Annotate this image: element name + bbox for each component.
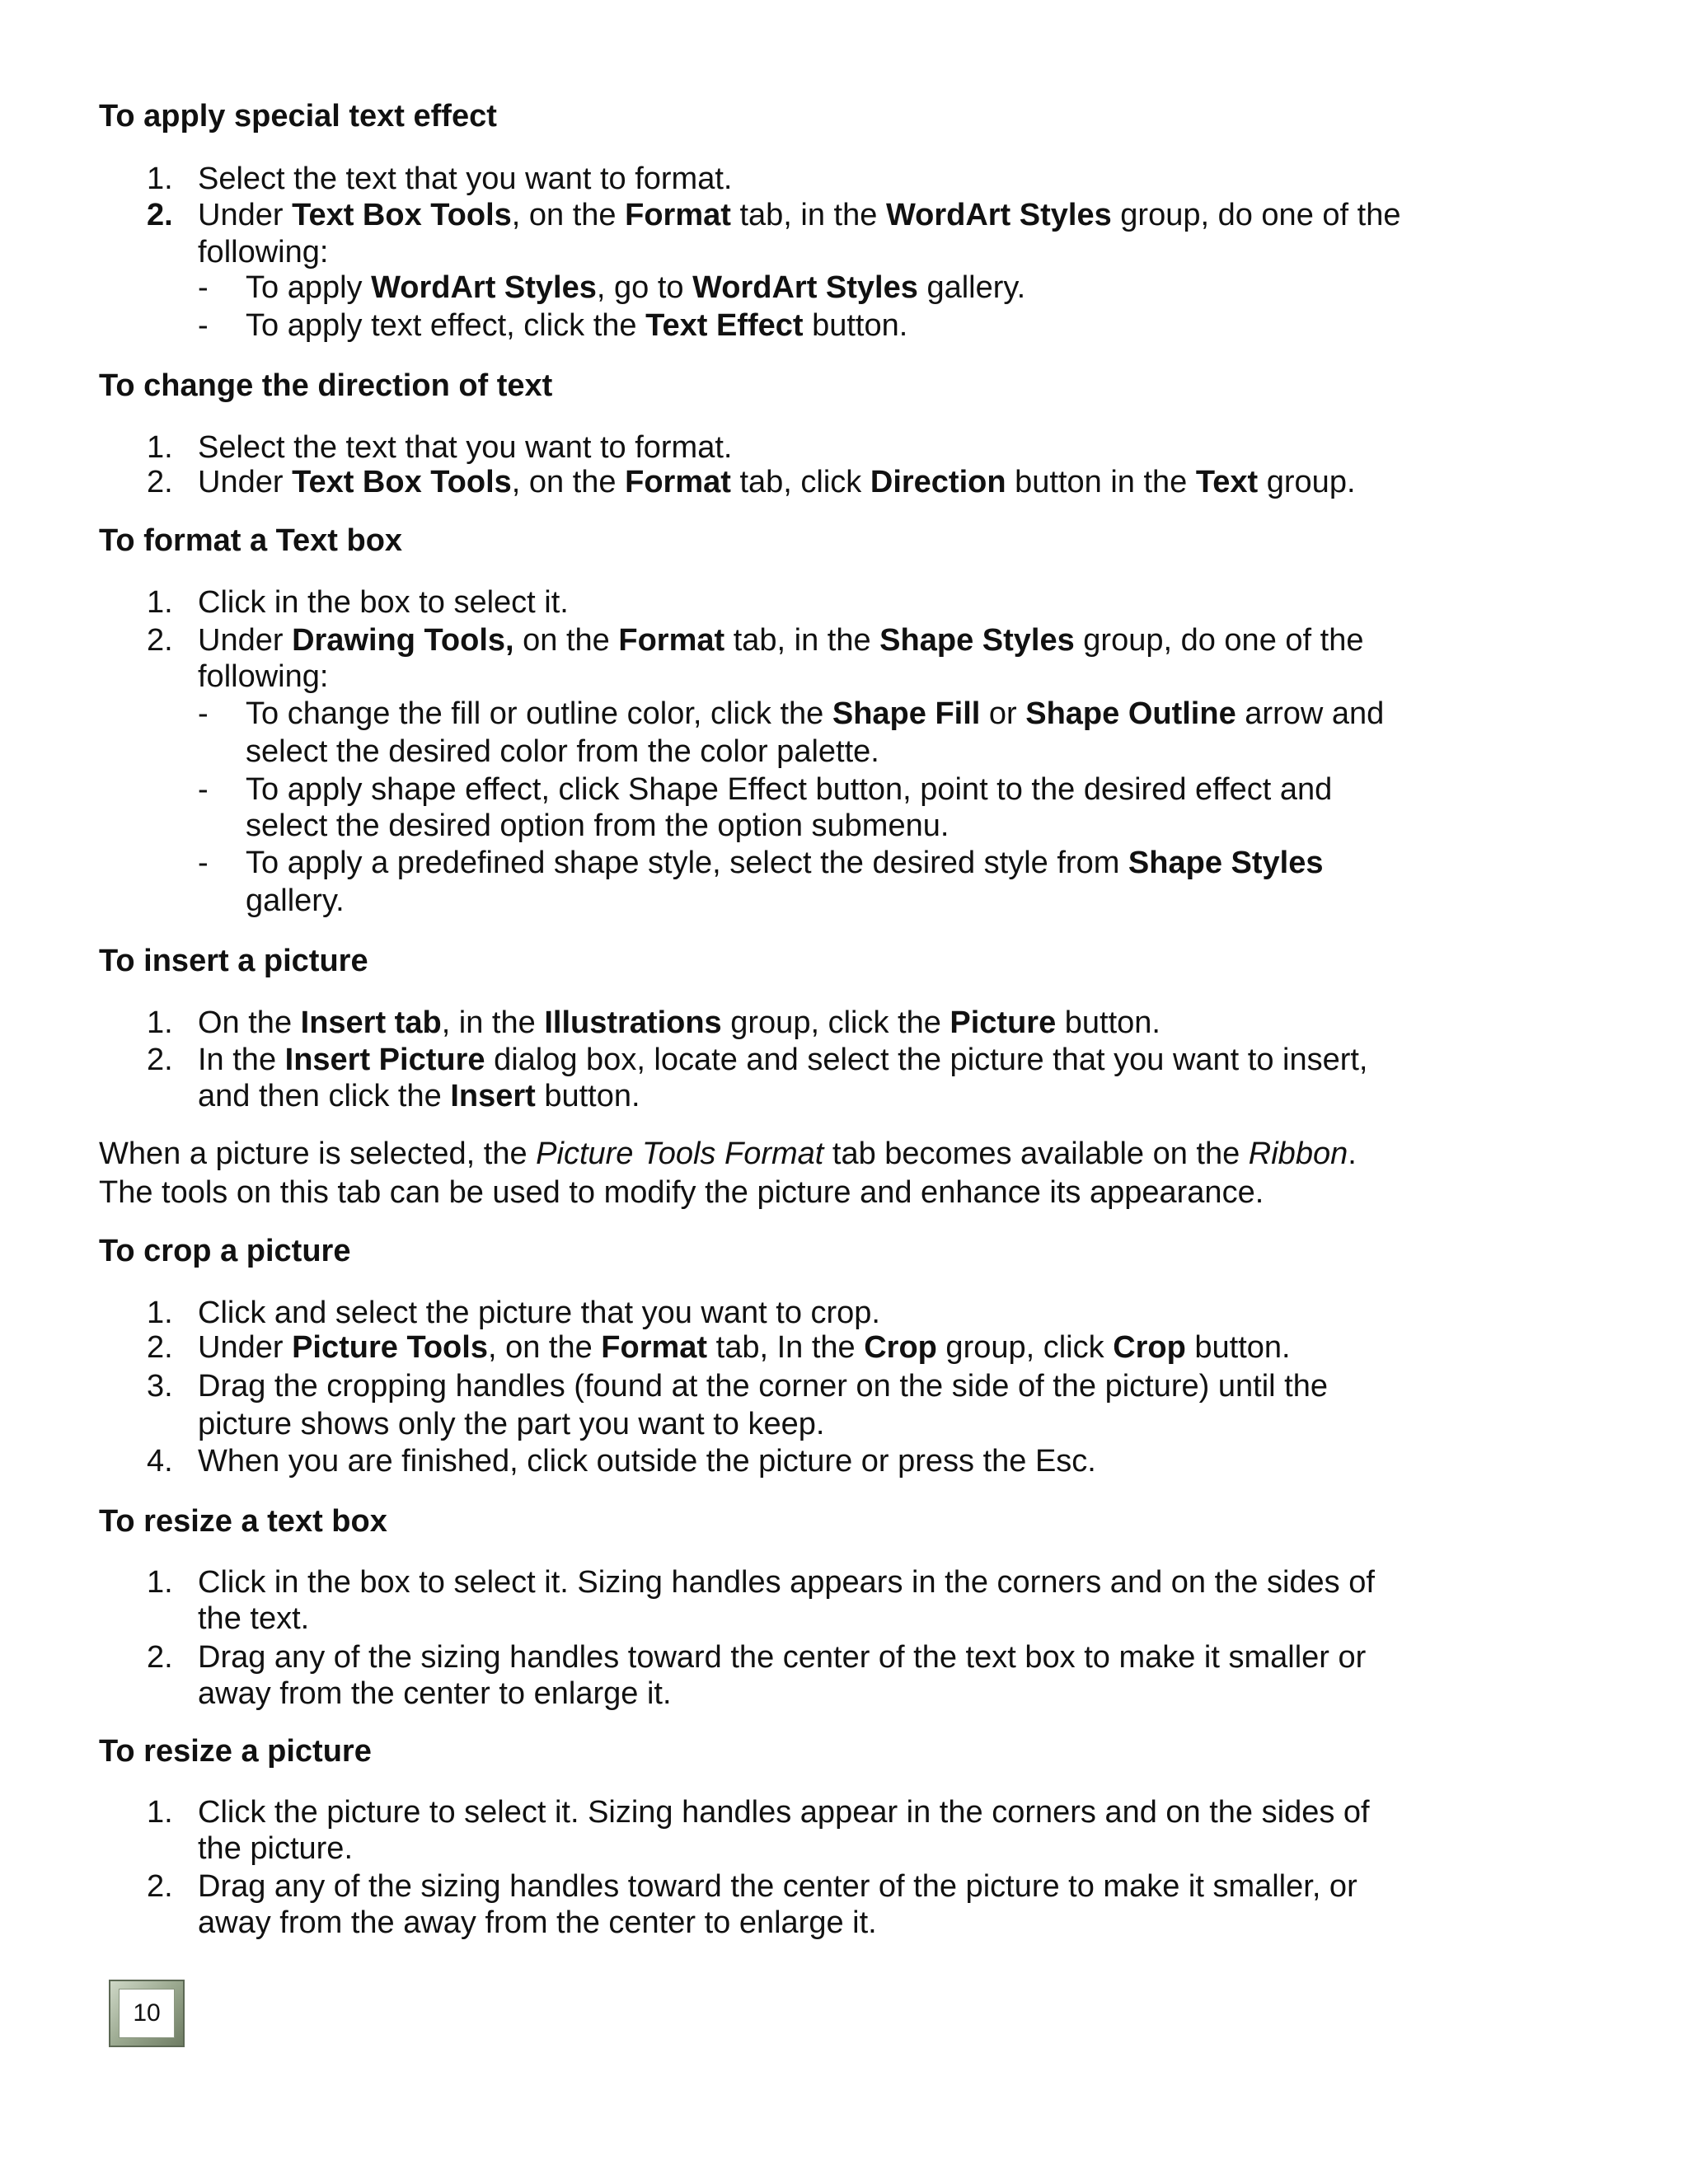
bold-term: WordArt Styles	[885, 198, 1112, 232]
bold-term: Direction	[870, 465, 1006, 499]
sub-bullet-continuation: gallery.	[246, 883, 345, 918]
italic-term: Ribbon	[1248, 1137, 1348, 1171]
step-number: 2.	[147, 1330, 173, 1365]
step-number: 1.	[147, 1296, 173, 1330]
step-text	[198, 1442, 1096, 1480]
text-segment: tab, in the	[724, 623, 880, 658]
text-segment: on the	[513, 623, 619, 658]
text-segment: When you are finished, click outside the picture or press the Esc.	[198, 1444, 1096, 1479]
step-number: 1.	[147, 430, 173, 465]
sub-bullet-text	[246, 269, 1025, 307]
bold-term: Format	[625, 465, 731, 499]
text-segment: tab, In the	[707, 1330, 865, 1365]
text-segment: In the	[198, 1043, 285, 1077]
step-continuation: the picture.	[198, 1831, 353, 1866]
section-heading: To crop a picture	[99, 1234, 351, 1268]
section-heading: To resize a picture	[99, 1734, 372, 1769]
step-text	[198, 1294, 880, 1332]
step-continuation: the text.	[198, 1601, 310, 1636]
step-number: 2.	[147, 465, 173, 499]
text-segment: group, click	[936, 1330, 1114, 1365]
text-segment: tab becomes available on the	[823, 1137, 1249, 1171]
text-segment: button in the	[1006, 465, 1196, 499]
bold-term: Crop	[1113, 1330, 1186, 1365]
step-continuation: away from the center to enlarge it.	[198, 1676, 672, 1711]
text-segment: The tools on this tab can be used to modify the picture and enhance its appearance.	[99, 1175, 1264, 1210]
step-text	[198, 1638, 1366, 1676]
step-number: 2.	[147, 1043, 173, 1077]
step-text	[198, 1329, 1291, 1366]
page-number: 10	[119, 1989, 175, 2038]
text-segment: Click in the box to select it.	[198, 585, 569, 620]
step-continuation	[198, 1077, 640, 1115]
bullet-dash: -	[198, 772, 209, 807]
bold-term: WordArt Styles	[371, 270, 597, 305]
text-segment: Drag any of the sizing handles toward the center of the picture to make it smaller, or	[198, 1869, 1357, 1904]
text-segment: Drag the cropping handles (found at the corner on the side of the picture) until the	[198, 1369, 1328, 1404]
bold-term: Drawing Tools,	[292, 623, 514, 658]
text-segment: gallery.	[917, 270, 1026, 305]
bold-term: Shape Fill	[832, 696, 981, 731]
step-continuation: following:	[198, 235, 329, 269]
step-text	[198, 429, 732, 466]
step-text	[198, 1367, 1328, 1405]
text-segment: Click and select the picture that you want to crop.	[198, 1296, 880, 1330]
bold-term: Text	[1195, 465, 1259, 499]
body-paragraph-line	[99, 1135, 1357, 1173]
text-segment: tab, in the	[730, 198, 886, 232]
text-segment: Under	[198, 198, 293, 232]
text-segment: .	[1348, 1137, 1357, 1171]
bold-term: Insert tab	[300, 1005, 442, 1040]
text-segment: On the	[198, 1005, 301, 1040]
text-segment: group.	[1258, 465, 1356, 499]
text-segment: group, do one of the	[1074, 623, 1364, 658]
bold-term: Insert	[450, 1079, 536, 1113]
bold-term: Illustrations	[544, 1005, 722, 1040]
step-number: 1.	[147, 162, 173, 196]
step-number: 1.	[147, 1795, 173, 1830]
step-text	[198, 196, 1400, 234]
bullet-dash: -	[198, 846, 209, 880]
step-number: 2.	[147, 1869, 173, 1904]
step-text	[198, 463, 1356, 501]
step-text	[198, 1004, 1160, 1042]
step-number: 2.	[147, 198, 173, 232]
step-continuation: following:	[198, 659, 329, 694]
bold-term: Picture Tools	[292, 1330, 488, 1365]
step-number: 4.	[147, 1444, 173, 1479]
section-heading: To insert a picture	[99, 944, 368, 978]
step-continuation: picture shows only the part you want to keep.	[198, 1407, 825, 1441]
step-text	[198, 1868, 1357, 1905]
text-segment: , in the	[441, 1005, 545, 1040]
section-heading: To format a Text box	[99, 523, 403, 558]
text-segment: , on the	[487, 1330, 602, 1365]
bold-term: Format	[601, 1330, 708, 1365]
bold-term: Shape Outline	[1025, 696, 1236, 731]
bullet-dash: -	[198, 308, 209, 343]
text-segment: arrow and	[1236, 696, 1385, 731]
text-segment: Click the picture to select it. Sizing handles appear in the corners and on the sides of	[198, 1795, 1370, 1830]
text-segment: button.	[1056, 1005, 1160, 1040]
step-text	[198, 621, 1363, 659]
text-segment: Under	[198, 465, 293, 499]
step-number: 1.	[147, 585, 173, 620]
bold-term: Shape Styles	[879, 623, 1075, 658]
sub-bullet-continuation: select the desired color from the color palette.	[246, 734, 879, 769]
section-heading: To resize a text box	[99, 1504, 387, 1539]
sub-bullet-text	[246, 695, 1384, 733]
section-heading: To apply special text effect	[99, 99, 497, 134]
step-text	[198, 1041, 1368, 1079]
text-segment: dialog box, locate and select the picture that you want to insert,	[485, 1043, 1368, 1077]
bold-term: Text Effect	[645, 308, 804, 343]
text-segment: button.	[1185, 1330, 1291, 1365]
bold-term: Insert Picture	[284, 1043, 485, 1077]
text-segment: To apply a predefined shape style, select the desired style from	[246, 846, 1128, 880]
step-text	[198, 583, 569, 621]
body-paragraph-line	[99, 1174, 1264, 1212]
text-segment: Drag any of the sizing handles toward the center of the text box to make it smaller or	[198, 1640, 1367, 1675]
bold-term: Shape Styles	[1128, 846, 1324, 880]
text-segment: Under	[198, 1330, 293, 1365]
step-continuation: away from the away from the center to enlarge it.	[198, 1905, 877, 1940]
sub-bullet-text	[246, 844, 1323, 882]
text-segment: Click in the box to select it. Sizing handles appears in the corners and on the sides of	[198, 1565, 1375, 1600]
bold-term: Format	[618, 623, 725, 658]
text-segment: tab, click	[730, 465, 870, 499]
text-segment: or	[980, 696, 1026, 731]
section-heading: To change the direction of text	[99, 368, 553, 403]
text-segment: , on the	[511, 198, 626, 232]
text-segment: group, click the	[721, 1005, 950, 1040]
step-number: 1.	[147, 1005, 173, 1040]
sub-bullet-continuation: select the desired option from the option submenu.	[246, 808, 950, 843]
bold-term: Text Box Tools	[292, 465, 512, 499]
page-number-badge	[109, 1980, 185, 2047]
bullet-dash: -	[198, 270, 209, 305]
sub-bullet-text	[246, 307, 907, 344]
step-text	[198, 1563, 1375, 1601]
bold-term: Format	[625, 198, 731, 232]
bullet-dash: -	[198, 696, 209, 731]
text-segment: Under	[198, 623, 293, 658]
text-segment: When a picture is selected, the	[99, 1137, 537, 1171]
text-segment: group, do one of the	[1111, 198, 1401, 232]
text-segment: To change the fill or outline color, click the	[246, 696, 832, 731]
text-segment: and then click the	[198, 1079, 451, 1113]
text-segment: , on the	[511, 465, 626, 499]
step-number: 3.	[147, 1369, 173, 1404]
bold-term: WordArt Styles	[692, 270, 918, 305]
text-segment: To apply	[246, 270, 372, 305]
text-segment: To apply shape effect, click Shape Effect button, point to the desired effect and	[246, 772, 1333, 807]
bold-term: Crop	[864, 1330, 937, 1365]
text-segment: Select the text that you want to format.	[198, 162, 733, 196]
sub-bullet-text	[246, 771, 1332, 808]
bold-term: Picture	[950, 1005, 1057, 1040]
text-segment: To apply text effect, click the	[246, 308, 646, 343]
text-segment: button.	[803, 308, 908, 343]
step-number: 2.	[147, 623, 173, 658]
step-number: 1.	[147, 1565, 173, 1600]
step-number: 2.	[147, 1640, 173, 1675]
text-segment: button.	[535, 1079, 640, 1113]
step-text	[198, 1793, 1370, 1831]
text-segment: Select the text that you want to format.	[198, 430, 733, 465]
italic-term: Picture Tools Format	[536, 1137, 824, 1171]
text-segment: , go to	[596, 270, 693, 305]
bold-term: Text Box Tools	[292, 198, 512, 232]
step-text	[198, 160, 732, 198]
